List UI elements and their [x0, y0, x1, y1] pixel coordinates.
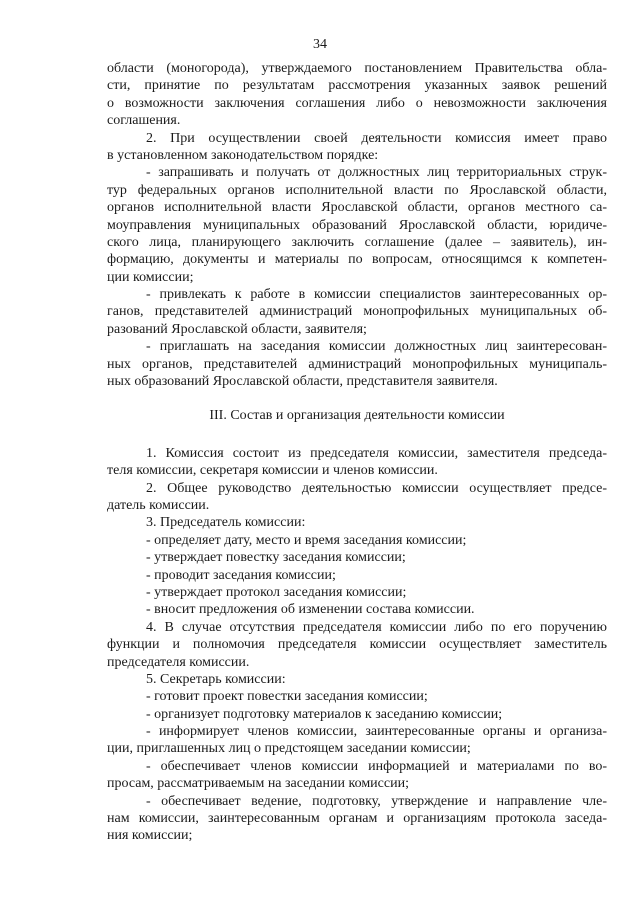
- text-line: - утверждает повестку заседания комиссии;: [146, 550, 406, 566]
- text-line: 5. Секретарь комиссии:: [146, 671, 286, 687]
- text-line: - утверждает протокол заседания комиссии;: [146, 584, 407, 600]
- document-body: [107, 60, 607, 845]
- text-line: датель комиссии.: [107, 497, 210, 513]
- paragraph: [107, 723, 607, 758]
- text-line: ных органов, представителей администраций монопрофильных муниципаль-: [107, 356, 607, 372]
- composition-section: [107, 445, 607, 845]
- text-line: председателя комиссии.: [107, 654, 250, 670]
- rights-section: [107, 60, 607, 390]
- text-line: сти, принятие по результатам рассмотрения указанных заявок решений: [107, 78, 607, 94]
- text-line: ции комиссии;: [107, 269, 194, 285]
- text-line: ния комиссии;: [107, 828, 193, 844]
- text-line: - организует подготовку материалов к заседанию комиссии;: [146, 706, 503, 722]
- paragraph: [107, 532, 607, 549]
- text-line: тур федеральных органов исполнительной власти по Ярославской области,: [107, 182, 607, 198]
- paragraph: [107, 688, 607, 705]
- paragraph: [107, 549, 607, 566]
- text-line: - приглашать на заседания комиссии должностных лиц заинтересован-: [146, 339, 607, 355]
- text-line: органов исполнительной власти Ярославской области, органов местного са-: [107, 200, 607, 216]
- paragraph: [107, 706, 607, 723]
- text-line: - информирует членов комиссии, заинтересованные органы и организа-: [146, 724, 607, 740]
- paragraph: [107, 338, 607, 390]
- paragraph: [107, 130, 607, 165]
- page-number: 34: [313, 37, 327, 52]
- paragraph: [107, 619, 607, 671]
- text-line: 1. Комиссия состоит из председателя комиссии, заместителя председа-: [146, 445, 607, 461]
- text-line: соглашения.: [107, 113, 181, 129]
- text-line: функции и полномочия председателя комиссии осуществляет заместитель: [107, 637, 607, 653]
- text-line: - привлекать к работе в комиссии специалистов заинтересованных ор-: [146, 287, 607, 303]
- paragraph: [107, 567, 607, 584]
- paragraph: [107, 164, 607, 286]
- text-line: 2. Общее руководство деятельностью комиссии осуществляет предсе-: [146, 480, 607, 496]
- paragraph: [107, 514, 607, 531]
- text-line: 3. Председатель комиссии:: [146, 515, 306, 531]
- text-line: разований Ярославской области, заявителя;: [107, 321, 367, 337]
- text-line: - определяет дату, место и время заседания комиссии;: [146, 532, 467, 548]
- paragraph: [107, 584, 607, 601]
- text-line: - запрашивать и получать от должностных лиц территориальных струк-: [146, 165, 607, 181]
- text-line: 4. В случае отсутствия председателя комиссии либо по его поручению: [146, 619, 607, 635]
- paragraph: [107, 480, 607, 515]
- text-line: нам комиссии, заинтересованным органам и организациям протокола заседа-: [107, 811, 607, 827]
- paragraph: [107, 671, 607, 688]
- text-line: - обеспечивает членов комиссии информацией и материалами по во-: [146, 758, 607, 774]
- text-line: ции, приглашенных лиц о предстоящем заседании комиссии;: [107, 741, 471, 757]
- paragraph: [107, 445, 607, 480]
- text-line: формацию, документы и материалы по вопросам, относящимся к компетен-: [107, 252, 607, 268]
- text-line: - вносит предложения об изменении состава комиссии.: [146, 602, 475, 618]
- text-line: 2. При осуществлении своей деятельности комиссия имеет право: [146, 130, 607, 146]
- text-line: - обеспечивает ведение, подготовку, утверждение и направление чле-: [146, 793, 607, 809]
- text-line: моуправления муниципальных образований Ярославской области, юридиче-: [107, 217, 607, 233]
- text-line: теля комиссии, секретаря комиссии и членов комиссии.: [107, 463, 438, 479]
- text-line: в установленном законодательством порядке:: [107, 147, 379, 163]
- paragraph: [107, 286, 607, 338]
- paragraph: [107, 758, 607, 793]
- text-line: ского лица, планирующего заключить соглашение (далее – заявитель), ин-: [107, 234, 607, 250]
- section-heading: III. Состав и организация деятельности комиссии: [209, 408, 505, 424]
- text-line: ных образований Ярославской области, представителя заявителя.: [107, 374, 498, 390]
- text-line: о возможности заключения соглашения либо о невозможности заключения: [107, 95, 607, 111]
- paragraph: [107, 60, 607, 130]
- text-line: ганов, представителей администраций монопрофильных муниципальных об-: [107, 304, 607, 320]
- text-line: - проводит заседания комиссии;: [146, 567, 336, 583]
- paragraph: [107, 793, 607, 845]
- text-line: просам, рассматриваемым на заседании комиссии;: [107, 776, 409, 792]
- text-line: - готовит проект повестки заседания комиссии;: [146, 689, 428, 705]
- text-line: области (моногорода), утверждаемого постановлением Правительства обла-: [107, 61, 607, 76]
- paragraph: [107, 601, 607, 618]
